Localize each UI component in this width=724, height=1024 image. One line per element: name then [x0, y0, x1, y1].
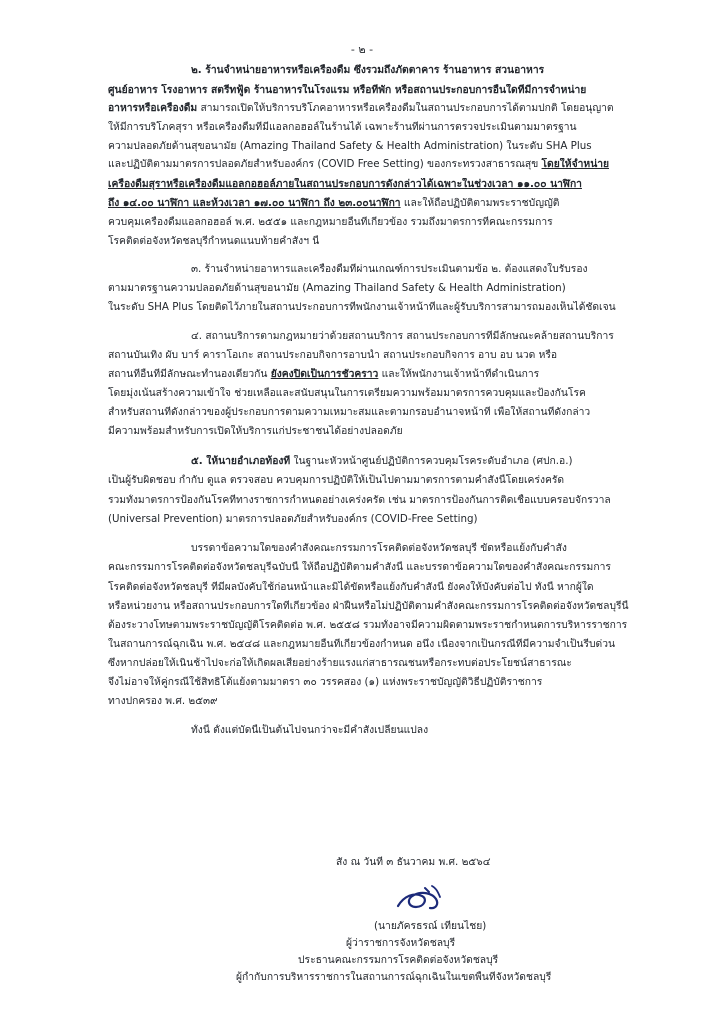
body-text-segment: เครื่องดื่มสุราหรือเครื่องดื่มแอลกอฮอล์ภายในสถานประกอบการดังกล่าวได้เฉพาะในช่วงเวลา ๑๑.๐๐ นาฬิกา	[108, 178, 582, 190]
body-text-segment: โรคติดต่อจังหวัดชลบุรี ที่มีผลบังคับใช้ก่อนหน้าและมิได้ขัดหรือแย้งกับคำสั่งนี้ ยังคงให้บังคับต่อไป ทั้งนี้ หากผู้ใด	[108, 581, 594, 593]
body-line	[108, 657, 572, 672]
body-text-segment: ตามมาตรฐานความปลอดภัยด้านสุขอนามัย (Amazing Thailand Safety & Health Administration)	[108, 282, 566, 294]
body-line	[108, 513, 478, 528]
body-line	[108, 178, 582, 193]
body-text-segment: โรคติดต่อจังหวัดชลบุรีกำหนดแนบท้ายคำสั่งฯ นี้	[108, 235, 320, 247]
body-text-segment: เป็นผู้รับผิดชอบ กำกับ ดูแล ตรวจสอบ ควบคุมการปฏิบัติให้เป็นไปตามมาตรการตามคำสั่งนี้โดยเคร่งครัด	[108, 474, 565, 486]
body-text-segment: ควบคุมเครื่องดื่มแอลกอฮอล์ พ.ศ. ๒๕๕๑ และกฎหมายอื่นที่เกี่ยวข้อง รวมถึงมาตรการที่คณะกรรมการ	[108, 216, 553, 228]
body-text-segment: ในฐานะหัวหน้าศูนย์ปฏิบัติการควบคุมโรคระดับอำเภอ (ศปก.อ.)	[290, 455, 573, 467]
body-text-segment: ๕. ให้นายอำเภอท้องที่	[191, 455, 291, 467]
page-number: - ๒ -	[350, 43, 374, 56]
body-line	[108, 102, 614, 117]
body-text-segment: ๒. ร้านจำหน่ายอาหารหรือเครื่องดื่ม ซึ่งรวมถึงภัตตาคาร ร้านอาหาร สวนอาหาร	[191, 64, 545, 76]
body-line	[191, 724, 428, 739]
body-line	[108, 121, 577, 136]
body-text-segment: สามารถเปิดให้บริการบริโภคอาหารหรือเครื่องดื่มในสถานประกอบการได้ตามปกติ โดยอนุญาต	[197, 102, 614, 114]
body-text-segment: (Universal Prevention) มาตรการปลอดภัยสำหรับองค์กร (COVID-Free Setting)	[108, 513, 478, 525]
body-text-segment: ต้องระวางโทษตามพระราชบัญญัติโรคติดต่อ พ.ศ. ๒๕๕๘ รวมทั้งอาจมีความผิดตามพระราชกำหนดการบริหารราชการ	[108, 619, 628, 631]
body-text-segment: ศูนย์อาหาร โรงอาหาร สตรีทฟู้ด ร้านอาหารในโรงแรม หรือที่พัก หรือสถานประกอบการอื่นใดที่มีการจำหน่าย	[108, 84, 587, 96]
body-text-segment: สถานที่อื่นที่มีลักษณะทำนองเดียวกัน	[108, 368, 271, 380]
body-text-segment: สถานบันเทิง ผับ บาร์ คาราโอเกะ สถานประกอบกิจการอาบน้ำ สถานประกอบกิจการ อาบ อบ นวด หรือ	[108, 349, 558, 361]
body-text-segment: ความปลอดภัยด้านสุขอนามัย (Amazing Thailand Safety & Health Administration) ในระดับ SHA Plus	[108, 140, 592, 152]
body-text-segment: ทางปกครอง พ.ศ. ๒๕๓๙	[108, 695, 218, 707]
body-text-segment: อาหารหรือเครื่องดื่ม	[108, 102, 198, 114]
body-text-segment: ซึ่งหากปล่อยให้เนิ่นช้าไปจะก่อให้เกิดผลเสียอย่างร้ายแรงแก่สาธารณชนหรือกระทบต่อประโยชน์สาธารณะ	[108, 657, 572, 669]
body-text-segment: โดยมุ่งเน้นสร้างความเข้าใจ ช่วยเหลือและสนับสนุนในการเตรียมความพร้อมมาตรการควบคุมและป้องกันโรค	[108, 387, 586, 399]
body-line	[108, 282, 566, 297]
body-text-segment: และให้พนักงานเจ้าหน้าที่ดำเนินการ	[378, 368, 540, 380]
body-line	[108, 368, 539, 383]
signatory-title-committee-chair: ประธานคณะกรรมการโรคติดต่อจังหวัดชลบุรี	[298, 954, 499, 966]
body-line	[108, 235, 319, 250]
body-text-segment: และให้ถือปฏิบัติตามพระราชบัญญัติ	[400, 197, 560, 209]
body-text-segment: ๔. สถานบริการตามกฎหมายว่าด้วยสถานบริการ สถานประกอบการที่มีลักษณะคล้ายสถานบริการ	[191, 330, 614, 342]
body-line	[108, 561, 611, 576]
body-text-segment: สำหรับสถานที่ดังกล่าวของผู้ประกอบการตามความเหมาะสมและตามกรอบอำนาจหน้าที่ เพื่อให้สถานที่ดังกล่าว	[108, 406, 591, 418]
signatory-title-emergency: ผู้กำกับการบริหารราชการในสถานการณ์ฉุกเฉินในเขตพื้นที่จังหวัดชลบุรี	[236, 971, 552, 983]
body-line	[191, 542, 567, 557]
body-text-segment: ในระดับ SHA Plus โดยติดไว้ภายในสถานประกอบการที่พนักงานเจ้าหน้าที่และผู้รับบริการสามารถมองเห็นได้ชัดเจน	[108, 301, 616, 313]
body-line	[108, 474, 564, 489]
body-line	[191, 263, 588, 278]
body-line	[108, 581, 594, 596]
body-line	[108, 494, 611, 509]
body-line	[108, 387, 586, 402]
body-line	[108, 638, 615, 653]
body-text-segment: มีความพร้อมสำหรับการเปิดให้บริการแก่ประชาชนได้อย่างปลอดภัย	[108, 425, 403, 437]
body-text-segment: คณะกรรมการโรคติดต่อจังหวัดชลบุรีฉบับนี้ ให้ถือปฏิบัติตามคำสั่งนี้ และบรรดาข้อความใดของคำสั่งคณะกรรมการ	[108, 561, 611, 573]
body-line	[108, 216, 553, 231]
body-text-segment: ให้มีการบริโภคสุรา หรือเครื่องดื่มที่มีแอลกอฮอล์ในร้านได้ เฉพาะร้านที่ผ่านการตรวจประเมินตามมาตรฐาน	[108, 121, 577, 133]
body-text-segment: และปฏิบัติตามมาตรการปลอดภัยสำหรับองค์กร (COVID Free Setting) ของกระทรวงสาธารณสุข	[108, 158, 542, 170]
signatory-title-governor: ผู้ว่าราชการจังหวัดชลบุรี	[346, 937, 456, 949]
body-text-segment: ทั้งนี้ ตั้งแต่บัดนี้เป็นต้นไปจนกว่าจะมีคำสั่งเปลี่ยนแปลง	[191, 724, 429, 736]
body-line	[108, 349, 557, 364]
signature-image	[392, 882, 448, 916]
body-line	[108, 301, 616, 316]
body-line	[108, 695, 218, 710]
body-line	[108, 406, 590, 421]
body-line	[108, 619, 627, 634]
body-line	[108, 84, 586, 99]
signatory-name: (นายภัครธรณ์ เทียนไชย)	[374, 920, 487, 932]
body-line	[191, 455, 573, 470]
body-line	[108, 197, 559, 212]
body-text-segment: ๓. ร้านจำหน่ายอาหารและเครื่องดื่มที่ผ่านเกณฑ์การประเมินตามข้อ ๒. ต้องแสดงใบรับรอง	[191, 263, 588, 275]
body-line	[108, 158, 609, 173]
body-text-segment: โดยให้จำหน่าย	[541, 158, 610, 170]
body-text-segment: บรรดาข้อความใดของคำสั่งคณะกรรมการโรคติดต่อจังหวัดชลบุรี ขัดหรือแย้งกับคำสั่ง	[191, 542, 567, 554]
body-text-segment: หรือหน่วยงาน หรือสถานประกอบการใดที่เกี่ยวข้อง ฝ่าฝืนหรือไม่ปฏิบัติตามคำสั่งคณะกรรมการโรคติดต่อจังหวัดชลบุรีนี้	[108, 600, 629, 612]
body-line	[108, 140, 592, 155]
body-text-segment: จึงไม่อาจให้คู่กรณีใช้สิทธิโต้แย้งตามมาตรา ๓๐ วรรคสอง (๑) แห่งพระราชบัญญัติวิธีปฏิบัติราชการ	[108, 676, 543, 688]
body-line	[108, 425, 403, 440]
body-text-segment: รวมทั้งมาตรการป้องกันโรคที่ทางราชการกำหนดอย่างเคร่งครัด เช่น มาตรการป้องกันการติดเชื้อแบบครอบจักรวาล	[108, 494, 611, 506]
body-text-segment: ยังคงปิดเป็นการชั่วคราว	[270, 368, 379, 380]
body-text-segment: ในสถานการณ์ฉุกเฉิน พ.ศ. ๒๕๔๘ และกฎหมายอื่นที่เกี่ยวข้องกำหนด อนึ่ง เนื่องจากเป็นกรณีที่มีความจำเป็นรีบด่วน	[108, 638, 616, 650]
body-text-segment: ถึง ๑๔.๐๐ นาฬิกา และห้วงเวลา ๑๗.๐๐ นาฬิกา ถึง ๒๓.๐๐นาฬิกา	[108, 197, 401, 209]
body-line	[191, 330, 614, 345]
body-line	[191, 64, 544, 79]
body-line	[108, 676, 542, 691]
body-line	[108, 600, 629, 615]
signing-date-line: สั่ง ณ วันที่ ๓ ธันวาคม พ.ศ. ๒๕๖๔	[336, 856, 491, 868]
